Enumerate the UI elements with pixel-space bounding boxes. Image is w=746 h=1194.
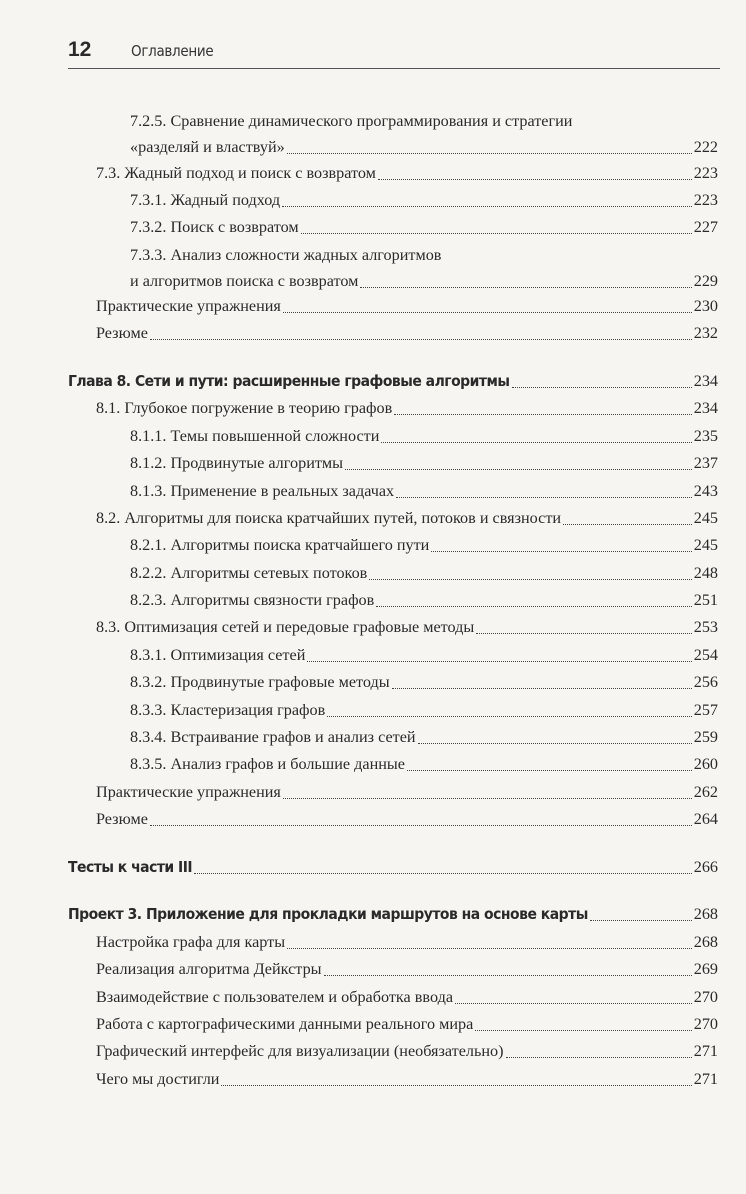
dot-leader <box>369 579 691 580</box>
toc-entry-7-3-2[interactable] <box>130 214 718 240</box>
toc-entry-label: 8.1. Глубокое погружение в теорию графов <box>96 399 393 417</box>
toc-entry-8-1-2[interactable] <box>130 450 718 476</box>
toc-page-number: 234 <box>693 372 718 390</box>
dot-leader <box>150 825 692 826</box>
toc-page-number: 248 <box>693 564 718 582</box>
toc-entry-label: «разделяй и властвуй» <box>130 138 285 156</box>
toc-entry-label: Реализация алгоритма Дейкстры <box>96 960 322 978</box>
toc-entry-label: Резюме <box>96 810 148 828</box>
toc-entry-8-2-1[interactable] <box>130 532 718 558</box>
toc-page-number: 268 <box>693 933 718 951</box>
toc-entry-label: 8.3. Оптимизация сетей и передовые графовые методы <box>96 618 475 636</box>
dot-leader <box>476 633 691 634</box>
toc-entry-label: Настройка графа для карты <box>96 933 286 951</box>
dot-leader <box>455 1003 692 1004</box>
toc-entry-label: 8.2.1. Алгоритмы поиска кратчайшего пути <box>130 536 430 554</box>
toc-entry-achievements[interactable] <box>96 1066 718 1092</box>
toc-entry-8-1-1[interactable] <box>130 423 718 449</box>
toc-entry-label: Практические упражнения <box>96 783 281 801</box>
toc-page-number: 229 <box>693 272 718 290</box>
dot-leader <box>324 975 692 976</box>
toc-entry-label: 8.3.2. Продвинутые графовые методы <box>130 673 390 691</box>
dot-leader <box>512 387 692 388</box>
page-header <box>68 38 720 69</box>
toc-page-number: 259 <box>693 728 718 746</box>
toc-entry-tests-part-3[interactable] <box>68 854 718 880</box>
toc-entry-8-2-3[interactable] <box>130 587 718 613</box>
toc-entry-label: и алгоритмов поиска с возвратом <box>130 272 359 290</box>
dot-leader <box>221 1085 691 1086</box>
toc-page-number: 234 <box>693 399 718 417</box>
toc-page-number: 269 <box>693 960 718 978</box>
toc-entry-label: Практические упражнения <box>96 297 281 315</box>
toc-entry-8-3-2[interactable] <box>130 669 718 695</box>
toc-entry-label: 8.1.2. Продвинутые алгоритмы <box>130 454 344 472</box>
page-number: 12 <box>68 38 92 61</box>
toc-entry-7-3[interactable] <box>96 160 718 186</box>
toc-entry-label: 7.3.2. Поиск с возвратом <box>130 218 299 236</box>
toc-entry-label: 8.3.3. Кластеризация графов <box>130 701 326 719</box>
toc-entry-8-3-4[interactable] <box>130 724 718 750</box>
toc-entry-graph-setup[interactable] <box>96 929 718 955</box>
toc-entry-summary-7[interactable] <box>96 320 718 346</box>
toc-page-number: 223 <box>693 191 718 209</box>
toc-entry-exercises-7[interactable] <box>96 293 718 319</box>
dot-leader <box>418 743 692 744</box>
toc-page-number: 227 <box>693 218 718 236</box>
toc-entry-8-2[interactable] <box>96 505 718 531</box>
toc-entry-8-2-2[interactable] <box>130 560 718 586</box>
toc-entry-project-3[interactable] <box>68 901 718 927</box>
toc-page-number: 245 <box>693 536 718 554</box>
toc-entry-8-1-3[interactable] <box>130 478 718 504</box>
toc-chapter-label: Глава 8. Сети и пути: расширенные графовые алгоритмы <box>68 372 510 390</box>
toc-entry-exercises-8[interactable] <box>96 779 718 805</box>
dot-leader <box>407 770 692 771</box>
toc-entry-7-2-5[interactable] <box>130 108 718 160</box>
dot-leader <box>360 287 691 288</box>
toc-page-number: 270 <box>693 1015 718 1033</box>
toc-entry-summary-8[interactable] <box>96 806 718 832</box>
dot-leader <box>327 716 691 717</box>
toc-page-number: 268 <box>693 905 718 923</box>
toc-entry-label-line1: 7.3.3. Анализ сложности жадных алгоритмов <box>130 246 442 264</box>
toc-entry-user-input[interactable] <box>96 984 718 1010</box>
toc-entry-label: 8.3.4. Встраивание графов и анализ сетей <box>130 728 416 746</box>
toc-entry-label: Резюме <box>96 324 148 342</box>
toc-chapter-label: Проект 3. Приложение для прокладки маршрутов на основе карты <box>68 905 588 923</box>
toc-page-number: 257 <box>693 701 718 719</box>
toc-page-number: 253 <box>693 618 718 636</box>
toc-entry-label: Работа с картографическими данными реального мира <box>96 1015 474 1033</box>
toc-page-number: 271 <box>693 1042 718 1060</box>
toc-page-number: 264 <box>693 810 718 828</box>
dot-leader <box>590 920 692 921</box>
toc-entry-label: 7.3. Жадный подход и поиск с возвратом <box>96 164 376 182</box>
dot-leader <box>396 497 692 498</box>
toc-page-number: 232 <box>693 324 718 342</box>
toc-entry-chapter-8[interactable] <box>68 368 718 394</box>
dot-leader <box>287 153 692 154</box>
toc-entry-label: Взаимодействие с пользователем и обработка ввода <box>96 988 454 1006</box>
dot-leader <box>378 179 692 180</box>
dot-leader <box>301 233 692 234</box>
toc-entry-label: 8.1.3. Применение в реальных задачах <box>130 482 395 500</box>
toc-page-number: 260 <box>693 755 718 773</box>
running-title: Оглавление <box>131 42 214 60</box>
dot-leader <box>431 551 691 552</box>
dot-leader <box>345 469 692 470</box>
dot-leader <box>307 661 691 662</box>
toc-entry-gui[interactable] <box>96 1038 718 1064</box>
toc-page-number: 223 <box>693 164 718 182</box>
toc-entry-7-3-3[interactable] <box>130 242 718 294</box>
toc-entry-8-3[interactable] <box>96 614 718 640</box>
toc-entry-8-3-1[interactable] <box>130 642 718 668</box>
toc-page-number: 271 <box>693 1070 718 1088</box>
toc-entry-label: 7.3.1. Жадный подход <box>130 191 281 209</box>
dot-leader <box>283 312 692 313</box>
toc-entry-label: 8.2. Алгоритмы для поиска кратчайших путей, потоков и связности <box>96 509 562 527</box>
toc-entry-label: 8.3.5. Анализ графов и большие данные <box>130 755 405 773</box>
toc-entry-8-3-3[interactable] <box>130 697 718 723</box>
dot-leader <box>381 442 691 443</box>
toc-entry-8-1[interactable] <box>96 395 718 421</box>
toc-entry-dijkstra[interactable] <box>96 956 718 982</box>
toc-chapter-label: Тесты к части III <box>68 858 193 876</box>
dot-leader <box>475 1030 691 1031</box>
toc-page-number: 235 <box>693 427 718 445</box>
toc-page-number: 243 <box>693 482 718 500</box>
dot-leader <box>194 873 692 874</box>
toc-entry-label: 8.3.1. Оптимизация сетей <box>130 646 306 664</box>
toc-entry-label: 8.1.1. Темы повышенной сложности <box>130 427 380 445</box>
toc-page-number: 237 <box>693 454 718 472</box>
toc-page-number: 230 <box>693 297 718 315</box>
toc-page-number: 245 <box>693 509 718 527</box>
toc-entry-label: 8.2.2. Алгоритмы сетевых потоков <box>130 564 368 582</box>
dot-leader <box>150 339 692 340</box>
toc-entry-7-3-1[interactable] <box>130 187 718 213</box>
toc-page-number: 251 <box>693 591 718 609</box>
toc-entry-map-data[interactable] <box>96 1011 718 1037</box>
toc-page-number: 222 <box>693 138 718 156</box>
toc-entry-8-3-5[interactable] <box>130 751 718 777</box>
toc-entry-label: Чего мы достигли <box>96 1070 220 1088</box>
toc-page-number: 266 <box>693 858 718 876</box>
dot-leader <box>283 798 692 799</box>
dot-leader <box>506 1057 692 1058</box>
toc-entry-label: Графический интерфейс для визуализации (необязательно) <box>96 1042 504 1060</box>
toc-entry-label: 8.2.3. Алгоритмы связности графов <box>130 591 375 609</box>
dot-leader <box>376 606 691 607</box>
dot-leader <box>392 688 692 689</box>
toc-page-number: 254 <box>693 646 718 664</box>
toc-page-number: 256 <box>693 673 718 691</box>
toc-entry-label-line1: 7.2.5. Сравнение динамического программирования и стратегии <box>130 112 573 130</box>
toc-page-number: 262 <box>693 783 718 801</box>
dot-leader <box>394 414 691 415</box>
dot-leader <box>287 948 692 949</box>
dot-leader <box>282 206 692 207</box>
dot-leader <box>563 524 692 525</box>
toc-page-number: 270 <box>693 988 718 1006</box>
